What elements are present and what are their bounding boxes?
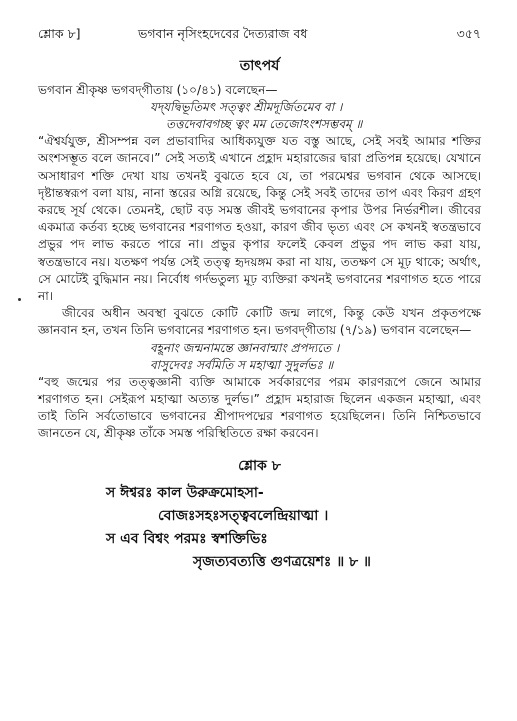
purport-intro: ভগবান শ্রীকৃষ্ণ ভগবদ্‌গীতায় (১০/৪১) বলেছেন— [38,83,278,97]
verse-line-2: তত্তদেবাবগচ্ছ ত্বং মম তেজোঽংশসম্ভবম্‌ ॥ [166,117,363,132]
purport-paragraph-1: “ঐশ্বর্যযুক্ত, শ্রীসম্পন্ন বল প্রভাবাদির আধিক্যযুক্ত যত বস্তু আছে, সেই সবই আমার শক্তির অংশসম্ভূত বলে জানবে।” সেই সত্যই এখানে প্রহ্লাদ মহারাজের দ্বারা প্রতিপন্ন হয়েছে। যেখানে অসাধারণ শক্তি দেখা যায় তখনই বুঝতে হবে যে, তা পরমেশ্বর ভগবান থেকে আসছে। দৃষ্টান্তস্বরূপ বলা যায়, নানা স্তরের অগ্নি রয়েছে, কিন্তু সেই সবই তাদের তাপ এবং কিরণ গ্রহণ করছে সূর্য থেকে। তেমনই, ছোট বড় সমস্ত জীবই ভগবানের কৃপার উপর নির্ভরশীল। জীবের একমাত্র কর্তব্য হচ্ছে ভগবানের শরণাগত হওয়া, কারণ জীব ভৃত্য এবং সে কখনই স্বতন্ত্রভাবে প্রভুর পদ লাভ করতে পারে না। প্রভুর কৃপার ফলেই কেবল প্রভুর পদ লাভ করা যায়, স্বতন্ত্রভাবে নয়। যতক্ষণ পর্যন্ত সেই তত্ত্ব হৃদয়ঙ্গম করা না যায়, ততক্ষণ সে মূঢ় থাকে; অর্থাৎ, সে মোটেই বুদ্ধিমান নয়। নির্বোধ গর্দভতুল্য মূঢ় ব্যক্তিরা কখনই ভগবানের শরণাগত হতে পারে না। [38,134,481,304]
verse-line-1: যদ্‌যদ্বিভূতিমৎ সত্ত্বং শ্রীমদূর্জিতমেব বা । [150,100,343,115]
header-chapter-title: ভগবান নৃসিংহদেবের দৈত্যরাজ বধ [138,26,308,41]
purport-paragraph-2: জীবের অধীন অবস্থা বুঝতে কোটি কোটি জন্ম লাগে, কিন্তু কেউ যখন প্রকৃতপক্ষে জ্ঞানবান হন, তখন তিনি ভগবানের শরণাগত হন। ভগবদ্‌গীতায় (৭/১৯) ভগবান বলেছেন— [38,306,481,338]
verse-line-3: বহূনাং জন্মনামন্তে জ্ঞানবান্মাং প্রপদ্যতে । [150,340,340,355]
verse-line-4: বাসুদেবঃ সর্বমিতি স মহাত্মা সুদুর্লভঃ ॥ [150,357,334,372]
shloka-heading: শ্লোক ৮ [238,458,281,475]
shloka-line-1: স ঈশ্বরঃ কাল উরুক্রমোহসা- [106,485,264,502]
running-header [38,0,481,40]
purport-title: তাৎপর্য [239,58,280,74]
purport-paragraph-3: “বহু জন্মের পর তত্ত্বজ্ঞানী ব্যক্তি আমাকে সর্বকারণের পরম কারণরূপে জেনে আমার শরণাগত হন। সেইরূপ মহাত্মা অত্যন্ত দুর্লভ।” প্রহ্লাদ মহারাজ ছিলেন একজন মহাত্মা, এবং তাই তিনি সর্বতোভাবে ভগবানের শ্রীপাদপদ্মের শরণাগত হয়েছিলেন। তিনি নিশ্চিতভাবে জানতেন যে, শ্রীকৃষ্ণ তাঁকে সমস্ত পরিস্থিতিতে রক্ষা করবেন। [38,374,481,441]
header-verse-ref: শ্লোক ৮] [38,26,81,41]
shloka-line-3: স এব বিশ্বং পরমঃ স্বশক্তিভিঃ [106,531,268,548]
shloka-line-4: সৃজত্যবত্যত্তি গুণত্রয়েশঃ ॥ ৮ ॥ [193,554,371,571]
shloka-line-2: বোজঃসহঃসত্ত্ববলেন্দ্রিয়াত্মা । [158,508,329,525]
page-number: ৩৫৭ [456,26,481,41]
margin-speck [18,298,21,301]
